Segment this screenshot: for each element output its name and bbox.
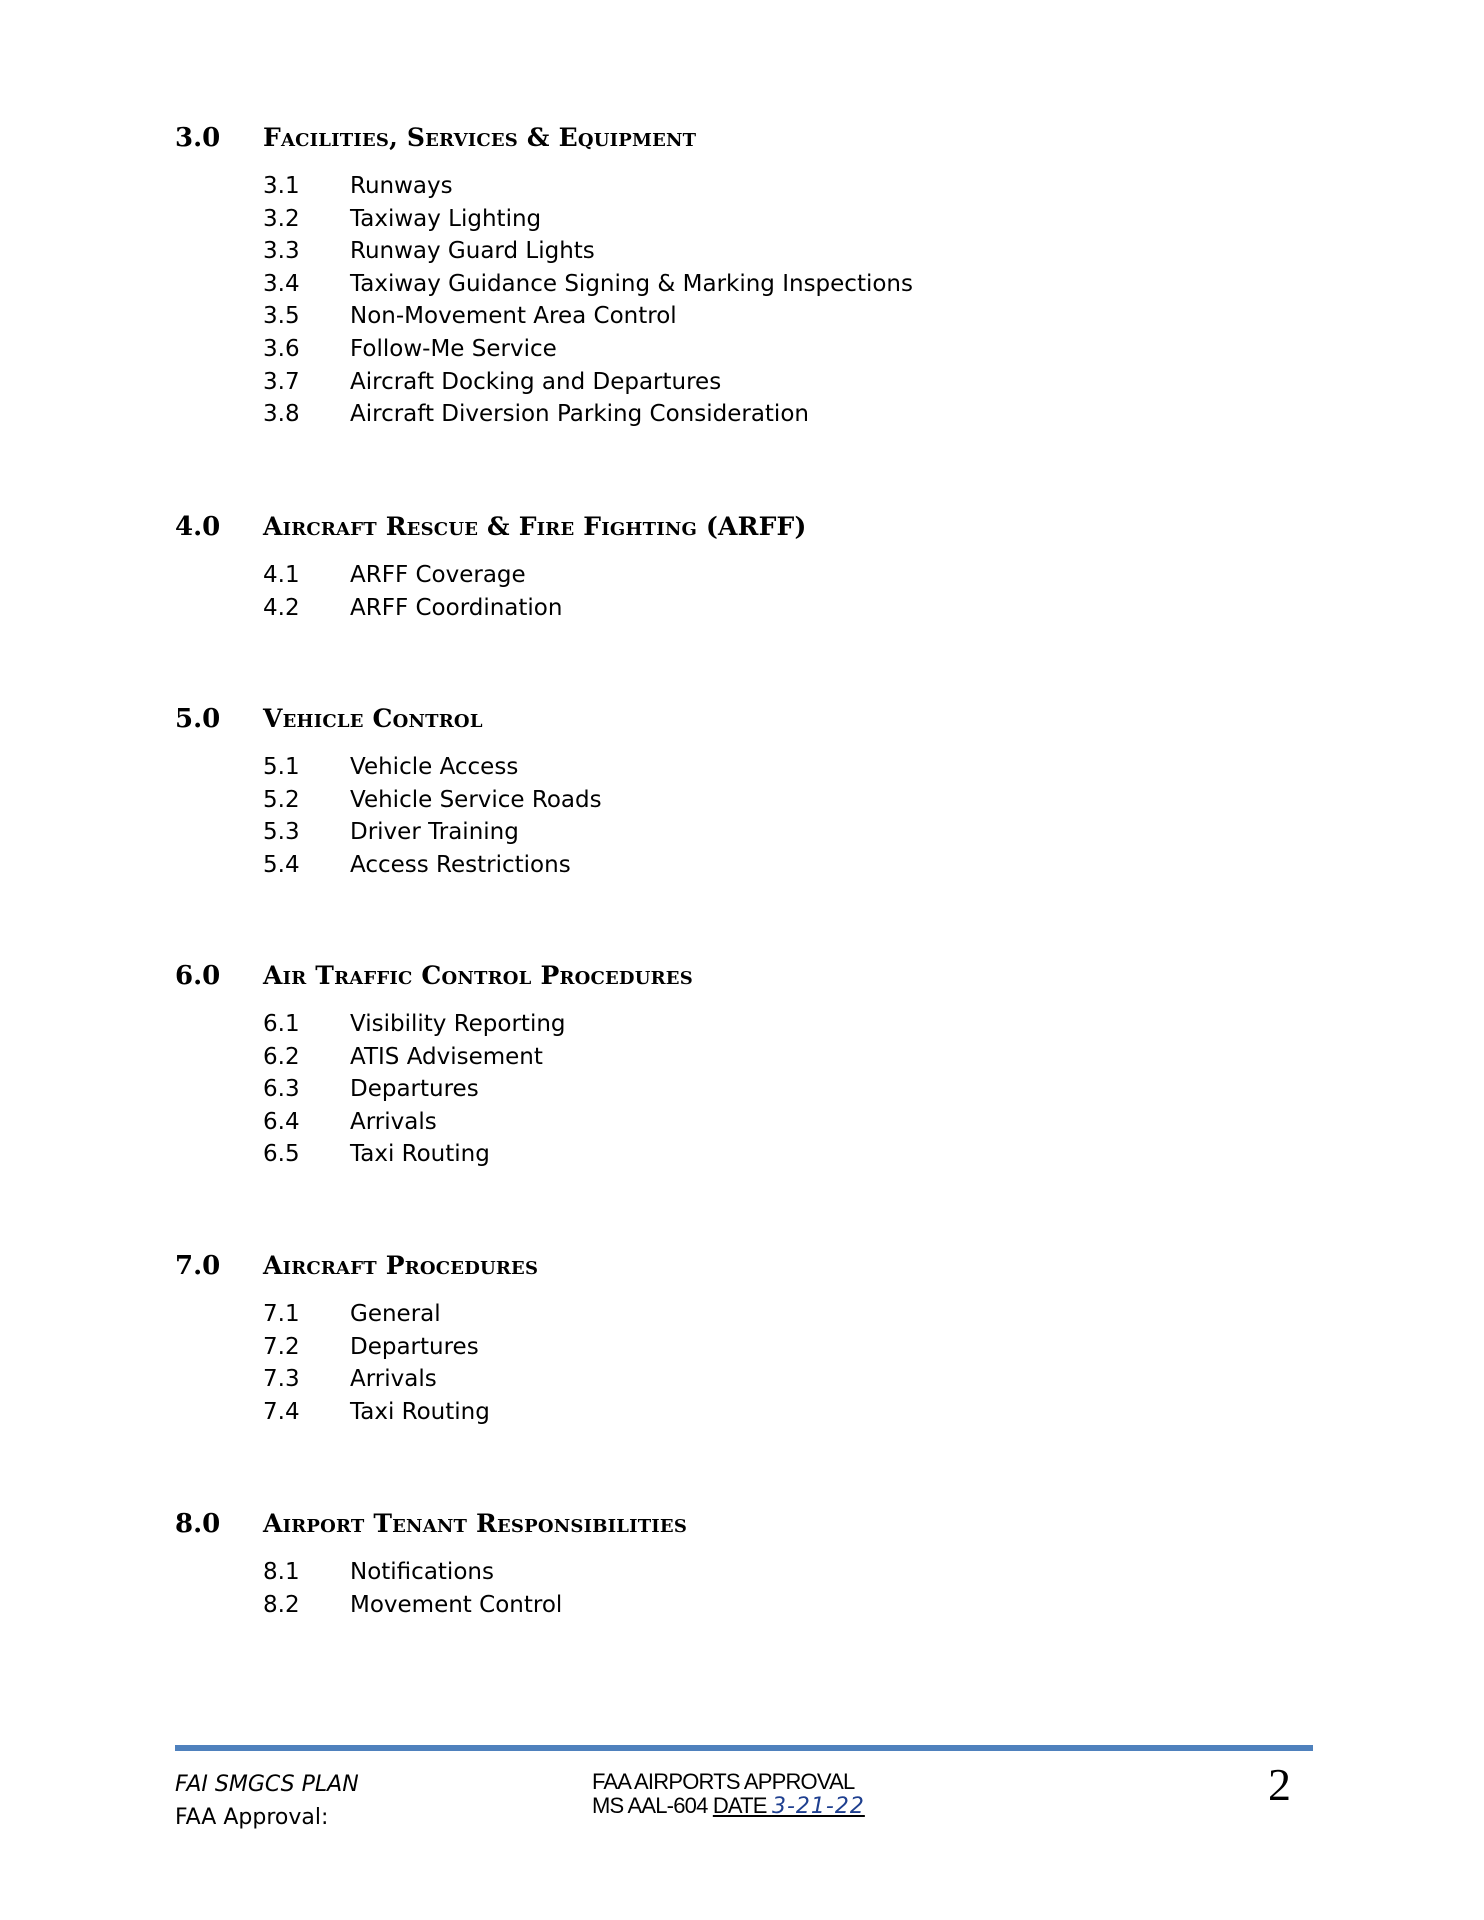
item-label: Aircraft Diversion Parking Consideration	[350, 401, 809, 428]
footer-approval-label: FAA Approval:	[175, 1805, 329, 1830]
item-label: Departures	[350, 1333, 479, 1360]
stamp-date-group	[713, 1793, 865, 1818]
approval-stamp	[592, 1770, 865, 1819]
item-label: Taxi Routing	[350, 1141, 490, 1168]
section-title: Air Traffic Control Procedures	[263, 961, 693, 990]
toc-item	[0, 1106, 1484, 1139]
toc-item	[0, 235, 1484, 268]
item-label: Access Restrictions	[350, 851, 571, 878]
section-title: Facilities, Services & Equipment	[263, 123, 697, 152]
toc-item	[0, 816, 1484, 849]
item-number: 5.4	[263, 851, 300, 878]
section-items	[0, 170, 1484, 431]
toc-item	[0, 784, 1484, 817]
item-label: Arrivals	[350, 1108, 437, 1135]
item-number: 4.1	[263, 562, 300, 588]
section-number: 5.0	[175, 704, 221, 734]
stamp-line-1: FAA AIRPORTS APPROVAL	[592, 1769, 855, 1794]
item-number: 4.2	[263, 594, 300, 621]
item-number: 3.4	[263, 270, 300, 297]
toc-item	[0, 1138, 1484, 1171]
item-number: 3.6	[263, 335, 300, 362]
footer-rule	[175, 1745, 1313, 1751]
item-number: 7.1	[263, 1301, 300, 1327]
section-heading	[0, 507, 1484, 547]
item-label: Visibility Reporting	[350, 1011, 566, 1037]
toc-item	[0, 592, 1484, 625]
toc-item	[0, 333, 1484, 366]
item-number: 3.1	[263, 173, 300, 199]
section-items	[0, 751, 1484, 881]
section-title: Airport Tenant Responsibilities	[263, 1509, 688, 1538]
item-number: 8.2	[263, 1591, 300, 1618]
toc-item	[0, 1556, 1484, 1589]
section-heading	[0, 1246, 1484, 1286]
item-label: Non-Movement Area Control	[350, 303, 677, 330]
toc-item	[0, 1331, 1484, 1364]
item-label: Taxiway Lighting	[350, 205, 542, 232]
item-number: 8.1	[263, 1559, 300, 1585]
item-label: Runway Guard Lights	[350, 238, 595, 265]
stamp-date-handwritten: 3-21-22	[771, 1794, 865, 1819]
item-label: ARFF Coordination	[350, 594, 563, 621]
section-heading	[0, 118, 1484, 158]
toc-item	[0, 268, 1484, 301]
item-label: Follow-Me Service	[350, 335, 557, 362]
footer-left	[175, 1768, 359, 1834]
item-number: 3.3	[263, 238, 300, 265]
item-number: 7.4	[263, 1398, 300, 1425]
item-number: 3.5	[263, 303, 300, 330]
item-label: Departures	[350, 1076, 479, 1103]
item-label: Driver Training	[350, 819, 519, 846]
section-number: 8.0	[175, 1509, 221, 1539]
item-label: ARFF Coverage	[350, 562, 526, 588]
toc-item	[0, 170, 1484, 203]
toc-item	[0, 751, 1484, 784]
section-items	[0, 559, 1484, 624]
item-label: General	[350, 1301, 441, 1327]
item-number: 5.3	[263, 819, 300, 846]
item-number: 7.2	[263, 1333, 300, 1360]
item-number: 5.1	[263, 754, 300, 780]
toc-item	[0, 1008, 1484, 1041]
item-number: 6.2	[263, 1043, 300, 1070]
section-number: 7.0	[175, 1251, 221, 1281]
section-heading	[0, 1504, 1484, 1544]
toc-item	[0, 1298, 1484, 1331]
toc-item	[0, 366, 1484, 399]
item-number: 3.7	[263, 368, 300, 395]
stamp-date-label: DATE	[712, 1793, 772, 1818]
toc-item	[0, 398, 1484, 431]
item-number: 6.1	[263, 1011, 300, 1037]
item-label: Vehicle Service Roads	[350, 786, 602, 813]
toc-item	[0, 300, 1484, 333]
stamp-line-2	[592, 1794, 865, 1819]
section-heading	[0, 699, 1484, 739]
item-number: 5.2	[263, 786, 300, 813]
toc-item	[0, 1396, 1484, 1429]
section-number: 4.0	[175, 512, 221, 542]
item-label: ATIS Advisement	[350, 1043, 543, 1070]
section-number: 6.0	[175, 961, 221, 991]
section-items	[0, 1556, 1484, 1621]
section-heading	[0, 956, 1484, 996]
footer-plan-title: FAI SMGCS PLAN	[175, 1772, 359, 1797]
item-number: 6.5	[263, 1141, 300, 1168]
section-title: Aircraft Rescue & Fire Fighting (ARFF)	[263, 512, 807, 541]
item-label: Movement Control	[350, 1591, 563, 1618]
item-number: 3.8	[263, 401, 300, 428]
toc-item	[0, 203, 1484, 236]
section-number: 3.0	[175, 123, 221, 153]
item-label: Vehicle Access	[350, 754, 519, 780]
toc-item	[0, 849, 1484, 882]
item-label: Taxi Routing	[350, 1398, 490, 1425]
toc-item	[0, 1363, 1484, 1396]
toc-item	[0, 1041, 1484, 1074]
item-label: Arrivals	[350, 1366, 437, 1393]
toc-item	[0, 1589, 1484, 1622]
item-number: 3.2	[263, 205, 300, 232]
page-number: 2	[1268, 1759, 1291, 1810]
toc-item	[0, 559, 1484, 592]
toc-item	[0, 1073, 1484, 1106]
stamp-ms-number: MS AAL-604	[592, 1793, 713, 1818]
item-label: Notifications	[350, 1559, 494, 1585]
item-label: Taxiway Guidance Signing & Marking Inspections	[350, 270, 913, 297]
item-number: 7.3	[263, 1366, 300, 1393]
section-items	[0, 1298, 1484, 1428]
section-title: Aircraft Procedures	[263, 1251, 539, 1280]
item-number: 6.4	[263, 1108, 300, 1135]
item-number: 6.3	[263, 1076, 300, 1103]
item-label: Runways	[350, 173, 453, 199]
section-title: Vehicle Control	[263, 704, 483, 733]
item-label: Aircraft Docking and Departures	[350, 368, 722, 395]
section-items	[0, 1008, 1484, 1171]
